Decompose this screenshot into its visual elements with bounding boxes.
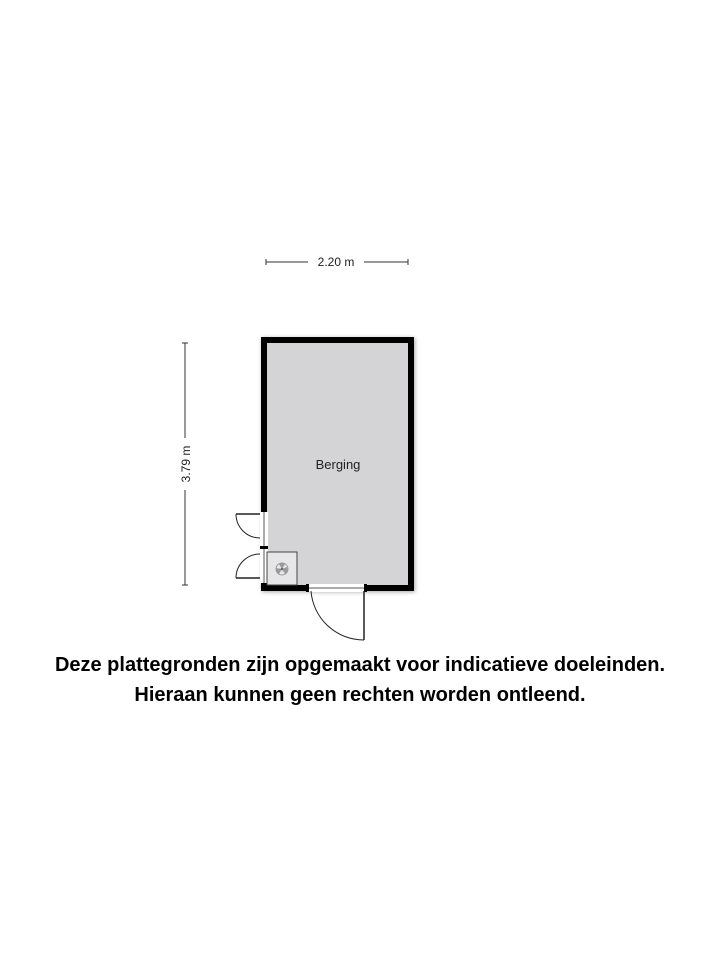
height-dimension-label: 3.79 m xyxy=(179,445,193,483)
left-door-lower xyxy=(236,554,260,578)
disclaimer xyxy=(0,650,720,710)
utility-cabinet xyxy=(267,552,297,585)
left-door-upper xyxy=(236,514,260,538)
height-dimension xyxy=(179,343,193,585)
width-dimension-label: 2.20 m xyxy=(317,255,355,269)
bottom-door xyxy=(306,584,367,640)
width-dimension xyxy=(266,255,408,269)
room-label: Berging xyxy=(315,457,361,472)
disclaimer-line-1: Deze plattegronden zijn opgemaakt voor indicatieve doeleinden. xyxy=(54,654,666,676)
disclaimer-line-2: Hieraan kunnen geen rechten worden ontleend. xyxy=(134,684,586,706)
bottom-door-swing xyxy=(311,591,364,640)
